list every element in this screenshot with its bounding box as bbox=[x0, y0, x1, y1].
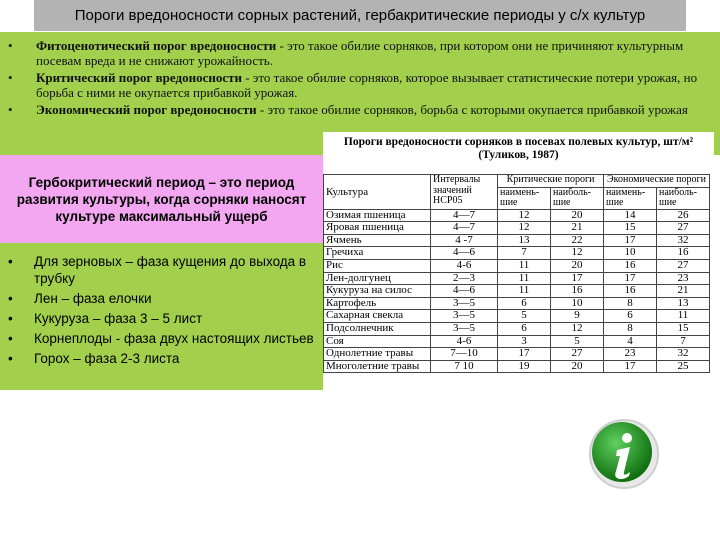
cell-economic-most: 23 bbox=[657, 272, 710, 285]
cell-interval: 4—7 bbox=[431, 209, 498, 222]
cell-critical-most: 12 bbox=[551, 322, 604, 335]
cell-critical-most: 5 bbox=[551, 335, 604, 348]
cell-critical-least: 12 bbox=[498, 209, 551, 222]
cell-economic-least: 16 bbox=[604, 259, 657, 272]
cell-economic-least: 16 bbox=[604, 285, 657, 298]
header-economic-least: наимень-шие bbox=[604, 187, 657, 209]
cell-economic-most: 11 bbox=[657, 310, 710, 323]
table-row bbox=[324, 272, 710, 285]
cell-economic-most: 15 bbox=[657, 322, 710, 335]
cell-economic-most: 21 bbox=[657, 285, 710, 298]
table-row bbox=[324, 322, 710, 335]
cell-economic-most: 32 bbox=[657, 234, 710, 247]
phase-item bbox=[0, 350, 320, 367]
phase-text: Горох – фаза 2-3 листа bbox=[34, 351, 180, 366]
table-caption bbox=[323, 136, 714, 162]
cell-economic-least: 23 bbox=[604, 348, 657, 361]
table-row bbox=[324, 285, 710, 298]
cell-critical-most: 10 bbox=[551, 297, 604, 310]
phase-item bbox=[0, 290, 320, 307]
cell-critical-least: 6 bbox=[498, 322, 551, 335]
table-row bbox=[324, 297, 710, 310]
cell-economic-least: 6 bbox=[604, 310, 657, 323]
table-caption-title: Пороги вредоносности сорняков в посевах полевых культур, шт/м² bbox=[343, 136, 694, 148]
cell-critical-most: 21 bbox=[551, 222, 604, 235]
phase-item bbox=[0, 330, 320, 347]
cell-crop: Многолетние травы bbox=[324, 360, 431, 373]
cell-crop: Гречиха bbox=[324, 247, 431, 260]
cell-interval: 4—6 bbox=[431, 247, 498, 260]
definition-text: - это такое обилие сорняков, борьба с которыми окупается прибавкой урожая bbox=[256, 102, 688, 117]
bullet-icon: • bbox=[8, 70, 13, 85]
thresholds-table bbox=[323, 174, 710, 373]
header-critical-most: наиболь-шие bbox=[551, 187, 604, 209]
cell-interval: 7 10 bbox=[431, 360, 498, 373]
cell-interval: 2—3 bbox=[431, 272, 498, 285]
cell-crop: Лен-долгунец bbox=[324, 272, 431, 285]
cell-economic-least: 8 bbox=[604, 322, 657, 335]
table-row bbox=[324, 259, 710, 272]
cell-critical-least: 5 bbox=[498, 310, 551, 323]
table-row bbox=[324, 335, 710, 348]
cell-interval: 4—6 bbox=[431, 285, 498, 298]
cell-critical-most: 16 bbox=[551, 285, 604, 298]
table-row bbox=[324, 234, 710, 247]
cell-critical-least: 19 bbox=[498, 360, 551, 373]
phase-text: Лен – фаза елочки bbox=[34, 291, 152, 306]
cell-economic-most: 26 bbox=[657, 209, 710, 222]
table-header-row bbox=[324, 175, 710, 188]
cell-crop: Рис bbox=[324, 259, 431, 272]
cell-critical-most: 20 bbox=[551, 360, 604, 373]
bullet-icon: • bbox=[8, 331, 13, 346]
cell-crop: Картофель bbox=[324, 297, 431, 310]
definition-term: Критический порог вредоносности bbox=[36, 70, 242, 85]
thresholds-table-figure bbox=[323, 132, 714, 404]
header-critical: Критические пороги bbox=[498, 175, 604, 188]
bullet-icon: • bbox=[8, 102, 13, 117]
phase-text: Корнеплоды - фаза двух настоящих листьев bbox=[34, 331, 314, 346]
definition-item bbox=[0, 102, 710, 117]
definition-term: Фитоценотический порог вредоносности bbox=[36, 38, 277, 53]
bullet-icon: • bbox=[8, 254, 13, 269]
table-row bbox=[324, 209, 710, 222]
cell-crop: Подсолнечник bbox=[324, 322, 431, 335]
definition-item bbox=[0, 38, 710, 68]
cell-interval: 3—5 bbox=[431, 310, 498, 323]
cell-interval: 4—7 bbox=[431, 222, 498, 235]
definition-term: Экономический порог вредоносности bbox=[36, 102, 257, 117]
bullet-icon: • bbox=[8, 351, 13, 366]
info-button[interactable] bbox=[586, 416, 666, 496]
herbocritical-definition: Гербокритический период – это период развития культуры, когда сорняки наносят культуре максимальный ущерб bbox=[16, 175, 307, 224]
bullet-icon: • bbox=[8, 291, 13, 306]
bullet-icon: • bbox=[8, 38, 13, 53]
cell-economic-least: 14 bbox=[604, 209, 657, 222]
cell-economic-least: 8 bbox=[604, 297, 657, 310]
cell-crop: Кукуруза на силос bbox=[324, 285, 431, 298]
cell-interval: 4-6 bbox=[431, 259, 498, 272]
info-icon bbox=[586, 416, 666, 496]
title-bar bbox=[0, 0, 720, 32]
cell-interval: 3—5 bbox=[431, 322, 498, 335]
cell-crop: Озимая пшеница bbox=[324, 209, 431, 222]
cell-economic-most: 13 bbox=[657, 297, 710, 310]
cell-economic-least: 4 bbox=[604, 335, 657, 348]
cell-economic-least: 17 bbox=[604, 272, 657, 285]
cell-crop: Яровая пшеница bbox=[324, 222, 431, 235]
table-row bbox=[324, 348, 710, 361]
definition-item bbox=[0, 70, 710, 100]
cell-critical-least: 13 bbox=[498, 234, 551, 247]
cell-crop: Соя bbox=[324, 335, 431, 348]
cell-crop: Ячмень bbox=[324, 234, 431, 247]
cell-economic-most: 7 bbox=[657, 335, 710, 348]
header-crop: Культура bbox=[324, 175, 431, 210]
cell-critical-most: 9 bbox=[551, 310, 604, 323]
cell-economic-least: 17 bbox=[604, 360, 657, 373]
phase-item bbox=[0, 253, 320, 287]
cell-critical-least: 17 bbox=[498, 348, 551, 361]
cell-interval: 3—5 bbox=[431, 297, 498, 310]
header-economic-most: наиболь-шие bbox=[657, 187, 710, 209]
phase-item bbox=[0, 310, 320, 327]
page-title: Пороги вредоносности сорных растений, гербакритические периоды у с/х культур bbox=[34, 0, 686, 31]
cell-critical-least: 11 bbox=[498, 259, 551, 272]
table-row bbox=[324, 247, 710, 260]
definition-text: - это такое обилие сорняков, при котором они не причиняют культурным посевам вреда и не снижают урожайность. bbox=[36, 38, 684, 68]
phases-panel bbox=[0, 243, 323, 390]
cell-economic-least: 15 bbox=[604, 222, 657, 235]
herbocritical-panel bbox=[0, 155, 323, 243]
header-critical-least: наимень-шие bbox=[498, 187, 551, 209]
phase-text: Кукуруза – фаза 3 – 5 лист bbox=[34, 311, 203, 326]
phase-text: Для зерновых – фаза кущения до выхода в трубку bbox=[34, 254, 307, 286]
cell-crop: Однолетние травы bbox=[324, 348, 431, 361]
definition-text: - это такое обилие сорняков, которое вызывает статистические потери урожая, но борьба с ними не окупается прибавкой урожая. bbox=[36, 70, 698, 100]
table-row bbox=[324, 360, 710, 373]
cell-interval: 4-6 bbox=[431, 335, 498, 348]
table-body bbox=[324, 209, 710, 373]
cell-critical-least: 3 bbox=[498, 335, 551, 348]
header-interval: Интервалы значений НСР05 bbox=[431, 175, 498, 210]
cell-economic-most: 27 bbox=[657, 222, 710, 235]
cell-crop: Сахарная свекла bbox=[324, 310, 431, 323]
cell-economic-most: 32 bbox=[657, 348, 710, 361]
cell-critical-least: 11 bbox=[498, 272, 551, 285]
cell-economic-most: 27 bbox=[657, 259, 710, 272]
table-caption-source: (Туликов, 1987) bbox=[478, 149, 559, 161]
cell-critical-most: 22 bbox=[551, 234, 604, 247]
bullet-icon: • bbox=[8, 311, 13, 326]
cell-critical-most: 17 bbox=[551, 272, 604, 285]
phases-list bbox=[0, 253, 320, 370]
cell-economic-least: 10 bbox=[604, 247, 657, 260]
cell-critical-least: 12 bbox=[498, 222, 551, 235]
cell-critical-least: 7 bbox=[498, 247, 551, 260]
cell-critical-least: 6 bbox=[498, 297, 551, 310]
header-economic: Экономические пороги bbox=[604, 175, 710, 188]
cell-economic-most: 25 bbox=[657, 360, 710, 373]
cell-critical-most: 20 bbox=[551, 259, 604, 272]
cell-interval: 7—10 bbox=[431, 348, 498, 361]
cell-critical-most: 12 bbox=[551, 247, 604, 260]
cell-critical-most: 20 bbox=[551, 209, 604, 222]
cell-economic-least: 17 bbox=[604, 234, 657, 247]
table-row bbox=[324, 310, 710, 323]
cell-economic-most: 16 bbox=[657, 247, 710, 260]
cell-critical-least: 11 bbox=[498, 285, 551, 298]
table-row bbox=[324, 222, 710, 235]
definitions-list bbox=[0, 38, 710, 119]
cell-critical-most: 27 bbox=[551, 348, 604, 361]
cell-interval: 4 -7 bbox=[431, 234, 498, 247]
